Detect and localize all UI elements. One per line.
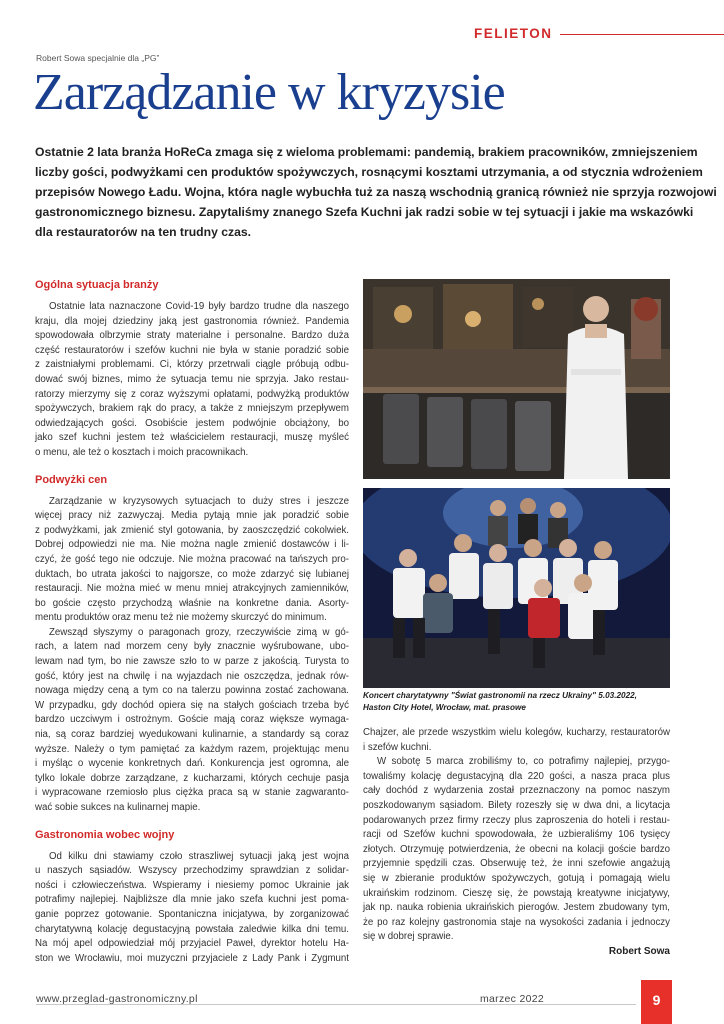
chef-restaurant-photo	[363, 279, 670, 479]
text-line: wać sobie sukces na kulinarnej mapie.	[35, 802, 201, 813]
text-line: restauracji. Nie można mieć w menu mniej atrakcyjnych zamienników,	[35, 583, 349, 595]
text-line: z zaistniałymi problemami. Ci, którzy przetrwali ciągle próbują odbu-	[35, 359, 349, 371]
text-line: ukraińskim rodzinom. Cieszę się, że powstają kreatywne inicjatywy,	[363, 887, 670, 899]
text-line: że po raz kolejny gastronomia staje na wysokości zadania i jednoczy	[363, 916, 670, 928]
text-line: W przypadku, gdy dochód opiera się na stałych gościach trzeba być	[35, 699, 349, 711]
text-line: ratorzy mierzymy się z coraz wyższymi opłatami, podwyżką produktów	[35, 388, 349, 400]
text-line: część restauratorów i szefów kuchni nie była w stanie poradzić sobie	[35, 344, 349, 356]
section-body	[35, 850, 349, 967]
text-line: Zarządzanie w kryzysowych sytuacjach to duży stres i jeszcze	[49, 495, 349, 507]
section-rule	[560, 34, 724, 35]
text-line: ności i człowieczeństwa. Wspieramy i niesiemy pomoc Ukrainie jak	[35, 879, 349, 891]
footer-website-link[interactable]: www.przeglad-gastronomiczny.pl	[36, 993, 198, 1005]
section-body	[35, 300, 349, 461]
text-line: wyższe. Należy o tym pamiętać za każdym razem, projektując menu	[35, 743, 349, 755]
text-line: jak np. nauka robienia ukraińskich pierogów. Jestem zbudowany tym,	[363, 902, 670, 914]
text-line: lewam nad tym, bo nie zawsze szło to w parze z jakością. Turysta to	[35, 656, 349, 668]
text-line: spożywczych, brakiem rąk do pracy, a także z mniejszym przepływem	[35, 403, 349, 415]
text-line: Zewsząd słyszymy o paragonach grozy, rzeczywiście zimą w gó-	[49, 626, 349, 638]
left-column	[35, 278, 349, 966]
text-line: dować swój biznes, mimo że sytuacja temu nie sprzyja. Jako restau-	[35, 373, 349, 385]
text-line: i wypracowane rzemiosło plus ciężka praca są w stanie zagwaranto-	[35, 787, 349, 799]
text-line: Chajzer, ale przede wszystkim wielu kolegów, kucharzy, restauratorów	[363, 727, 670, 738]
lead-line: liczby gości, podwyżkami cen produktów spożywczych, rosnącymi kosztami utrzymania, a od stycznia wdrożeniem	[35, 165, 703, 179]
text-line: i myśląc o wycenie konkretnych dań. Konkurencja jest ogromna, ale	[35, 758, 349, 770]
section-label: FELIETON	[474, 26, 553, 41]
text-line: gość, który jest na chwilę i na wyjazdach nie oszczędza, jednak rów-	[35, 670, 349, 682]
lead-line: gastronomicznego biznesu. Zapytaliśmy znanego Szefa Kuchni jak radzi sobie w tej sytuacji i jakie ma wskazówki	[35, 205, 694, 219]
text-line: nowaga między ceną a tym co na talerzu powinna zostać zachowana.	[35, 685, 349, 697]
article-lead	[35, 142, 717, 242]
text-line: podarowanych przez firmy rzeczy plus zaproszenia do hoteli i restau-	[363, 814, 670, 826]
byline: Robert Sowa specjalnie dla „PG”	[36, 53, 160, 63]
article-title: Zarządzanie w kryzysie	[33, 64, 505, 121]
section-tag	[460, 26, 724, 44]
charity-concert-group-photo	[363, 488, 670, 688]
photo-caption	[363, 690, 670, 714]
text-line: duktach, bo utrata jakości to najgorsze, co może zdarzyć się lubianej	[35, 568, 349, 580]
lead-line: dla restauratorów na ten trudny czas.	[35, 225, 252, 239]
right-column	[363, 726, 670, 945]
text-line: o menu, ale też o kosztach i moich pracownikach.	[35, 446, 249, 458]
text-line: nia, są coraz bardziej wyedukowani kulinarnie, a standardy są coraz	[35, 729, 349, 741]
text-line: jako szef kuchni jestem też właścicielem restauracji, muszę myśleć	[35, 432, 349, 444]
text-line: bo goście często przychodzą właśnie na konkretne dania. Asorty-	[35, 597, 349, 609]
text-line: kraju, dla mojej dziedziny jaką jest gastronomia również. Pandemia	[35, 315, 349, 327]
text-line: towaliśmy kolację degustacyjną dla 220 gości, a nasza praca plus	[363, 770, 670, 782]
caption-line: Koncert charytatywny "Świat gastronomii na rzecz Ukrainy" 5.03.2022,	[363, 691, 637, 700]
text-line: charytatywną kolację degustacyjną powstała zaledwie kilka dni temu.	[35, 923, 349, 935]
section-heading: Ogólna sytuacja branży	[35, 279, 159, 291]
text-line: bardzo uczciwym i ostrożnym. Goście mają coraz większe wymaga-	[35, 714, 349, 726]
text-line: Od kilku dni stawiamy czoło straszliwej sytuacji jaką jest wojna	[49, 850, 349, 862]
text-line: się w dobrej sprawie.	[363, 931, 454, 943]
text-line: mentu produktów oraz menu też nie możemy skurczyć do minimum.	[35, 612, 327, 624]
text-line: potrafimy najlepiej. Najbliższe dla mnie jako szefa kuchni jest poma-	[35, 894, 349, 906]
author-signature: Robert Sowa	[608, 946, 670, 957]
text-line: i szefów kuchni.	[363, 741, 432, 753]
text-line: złotych. Otrzymuję potwierdzenia, że obecni na kolacji goście bardzo	[363, 843, 670, 855]
text-line: przyjemnie spędzili czas. Obserwuję też, że inni szefowie angażują	[363, 858, 670, 870]
text-line: ganie poprzez gotowanie. Spontaniczna inicjatywa, by zorganizować	[35, 908, 349, 920]
text-line: rach, a latem nad morzem ceny były znacznie wyśrubowane, ubo-	[35, 641, 349, 653]
text-line: więcej pracy niż zazwyczaj. Media pytają mnie jak poradzić sobie	[35, 510, 349, 522]
text-line: spowodowała olbrzymie straty materialne i personalne. Bardzo duża	[35, 330, 349, 342]
text-line: racji od Szefów kuchni spowodowała, że uzbieraliśmy 106 tysięcy	[363, 829, 670, 841]
text-line: ston we Wrocławiu, moi muzyczni przyjaciele z Lady Pank i Zygmunt	[35, 952, 349, 964]
footer-issue-date: marzec 2022	[480, 993, 544, 1005]
text-line: się w zbieranie produktów spożywczych, gotują i pomagają wielu	[363, 872, 670, 884]
lead-line: Ostatnie 2 lata branża HoReCa zmaga się z wieloma problemami: pandemią, brakiem pracowników, zmniejszeniem	[35, 145, 698, 159]
text-line: z podwyżkami, jak zmienić styl gotowania, by zaoszczędzić cokolwiek.	[35, 524, 349, 536]
text-line: czyć, że gość tego nie odczuje. Nie można pracować na tańszych pro-	[35, 553, 349, 565]
section-body	[35, 495, 349, 816]
section-heading: Gastronomia wobec wojny	[35, 828, 175, 841]
text-line: u naszych sąsiadów. Wszyscy przechodzimy sprawdzian z solidar-	[35, 865, 349, 877]
section-heading: Podwyżki cen	[35, 473, 108, 486]
page-number-badge: 9	[641, 980, 672, 1024]
text-line: W sobotę 5 marca zrobiliśmy to, co potrafimy najlepiej, przygo-	[377, 756, 670, 768]
text-line: Na mój apel odpowiedział mój przyjaciel Paweł, dyrektor hotelu Ha-	[35, 938, 349, 950]
text-line: Dobrej odpowiedzi nie ma. Nie można nagle zmienić dostawców i li-	[35, 539, 349, 551]
text-line: tylko lokale dobrze zarządzane, z kucharzami, których cechuje pasja	[35, 772, 349, 784]
lead-line: przepisów Nowego Ładu. Wojna, która nagle wybuchła tuż za naszą wschodnią granicą również nie sprzyja rozwojowi	[35, 185, 717, 199]
text-line: odwiedzających gości. Osobiście jestem podwójnie obciążony, bo	[35, 417, 349, 429]
text-line: poszkodowanym sąsiadom. Bilety rozeszły się w dwa dni, a licytacja	[363, 799, 670, 811]
text-line: cały dochód z wydarzenia został przeznaczony na pomoc naszym	[363, 785, 670, 797]
caption-line: Haston City Hotel, Wrocław, mat. prasowe	[363, 703, 526, 712]
text-line: Ostatnie lata naznaczone Covid-19 były bardzo trudne dla naszego	[49, 301, 349, 312]
